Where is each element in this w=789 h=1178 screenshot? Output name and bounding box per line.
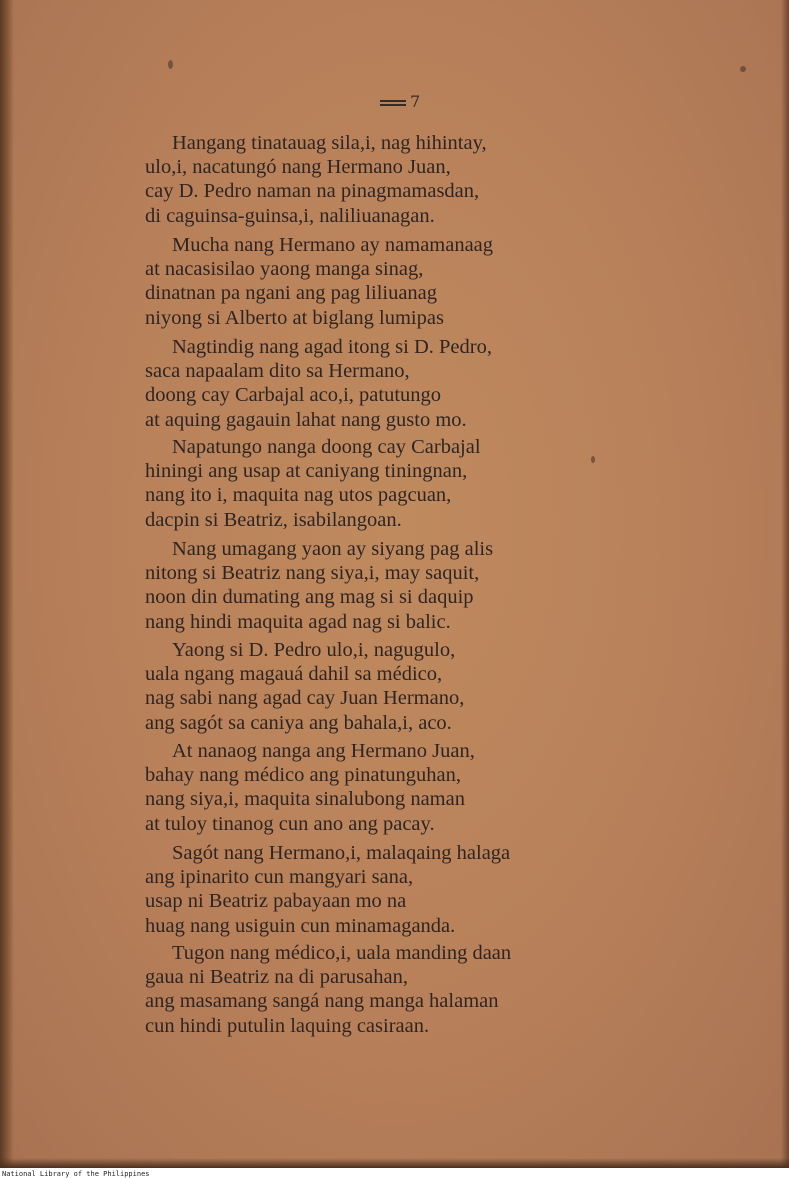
verse-line: Tugon nang médico,i, uala manding daan [172, 942, 512, 964]
stanza [145, 841, 645, 938]
verse-line: Hangang tinatauag sila,i, nag hihintay, [172, 132, 487, 154]
verse-line: usap ni Beatriz pabayaan mo na [145, 890, 407, 913]
page-bottom-edge [0, 1158, 789, 1168]
verse-line: ang sagót sa caniya ang bahala,i, aco. [145, 711, 452, 734]
verse-line: hiningi ang usap at caniyang tiningnan, [145, 460, 468, 483]
stanza [145, 435, 645, 532]
page-number: 7 [410, 92, 422, 111]
verse-line: niyong si Alberto at biglang lumipas [145, 306, 444, 329]
verse-line: doong cay Carbajal aco,i, patutungo [145, 384, 442, 407]
stanza [145, 335, 645, 432]
verse-line: nag sabi nang agad cay Juan Hermano, [145, 687, 465, 710]
verse-line: cay D. Pedro naman na pinagmamasdan, [145, 180, 480, 203]
verse-line: nang ito i, maquita nag utos pagcuan, [145, 484, 452, 507]
verse-line: nang hindi maquita agad nag si balic. [145, 610, 451, 633]
verse-line: Napatungo nanga doong cay Carbajal [172, 436, 481, 458]
verse-line: di caguinsa-guinsa,i, naliliuanagan. [145, 204, 435, 227]
verse-line: at nacasisilao yaong manga sinag, [145, 258, 424, 281]
ornament-rule [380, 100, 406, 106]
stanza [145, 638, 645, 735]
verse-line: huag nang usiguin cun minamaganda. [145, 914, 456, 937]
verse-line: saca napaalam dito sa Hermano, [145, 360, 410, 383]
paper-speck [740, 66, 746, 72]
verse-line: cun hindi putulin laquing casiraan. [145, 1014, 430, 1037]
page-number-mark [380, 92, 421, 111]
verse-line: ulo,i, nacatungó nang Hermano Juan, [145, 156, 451, 179]
verse-line: bahay nang médico ang pinatunguhan, [145, 764, 461, 787]
verse-line: Mucha nang Hermano ay namamanaag [172, 234, 494, 256]
verse-line: at aquing gagauin lahat nang gusto mo. [145, 408, 467, 431]
verse-line: noon din dumating ang mag si si daquip [145, 586, 474, 609]
stanza [145, 233, 645, 330]
verse-line: gaua ni Beatriz na di parusahan, [145, 966, 408, 989]
verse-line: dacpin si Beatriz, isabilangoan. [145, 508, 402, 531]
library-credit: National Library of the Philippines [2, 1170, 150, 1178]
verse-line: Yaong si D. Pedro ulo,i, nagugulo, [172, 639, 456, 661]
stanza [145, 131, 645, 228]
verse-line: At nanaog nanga ang Hermano Juan, [172, 740, 475, 762]
verse-line: nang siya,i, maquita sinalubong naman [145, 788, 465, 811]
page-binding-edge [0, 0, 14, 1168]
stanza [145, 941, 645, 1038]
verse-line: Nang umagang yaon ay siyang pag alis [172, 538, 494, 560]
verse-line: ang ipinarito cun mangyari sana, [145, 866, 414, 889]
stanza [145, 739, 645, 836]
paper-speck [168, 60, 173, 69]
verse-line: at tuloy tinanog cun ano ang pacay. [145, 812, 435, 835]
verse-line: ang masamang sangá nang manga halaman [145, 990, 499, 1013]
verse-line: dinatnan pa ngani ang pag liliuanag [145, 282, 438, 305]
verse-line: nitong si Beatriz nang siya,i, may saquit, [145, 562, 480, 585]
stanza [145, 537, 645, 634]
verse-line: uala ngang magauá dahil sa médico, [145, 663, 443, 686]
verse-line: Sagót nang Hermano,i, malaqaing halaga [172, 842, 511, 864]
page-right-edge [781, 0, 789, 1168]
verse-line: Nagtindig nang agad itong si D. Pedro, [172, 336, 492, 358]
